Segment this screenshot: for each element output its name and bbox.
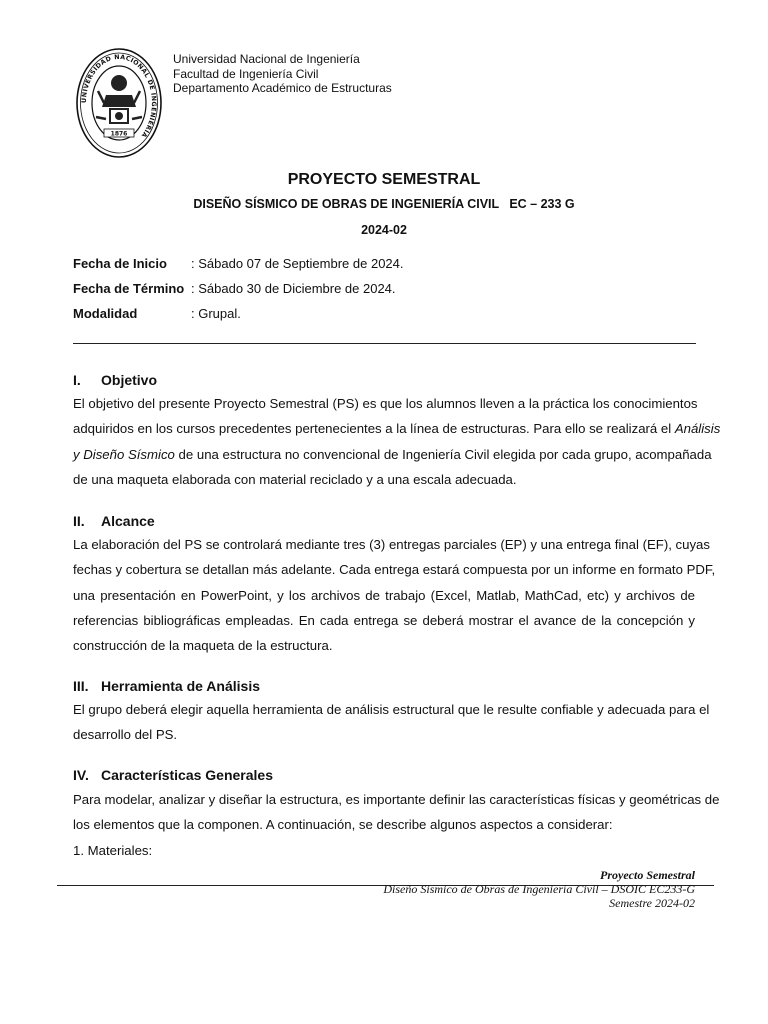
section-title: Objetivo [101, 372, 158, 388]
institution-faculty: Facultad de Ingeniería Civil [173, 66, 319, 81]
header-divider [73, 343, 696, 344]
institution-header [173, 52, 392, 96]
meta-label: Fecha de Inicio [73, 256, 167, 271]
meta-label: Modalidad [73, 306, 138, 321]
section-number: III. [73, 678, 89, 694]
section-body-objetivo [73, 391, 721, 492]
section-body-alcance [73, 532, 716, 658]
institution-department: Departamento Académico de Estructuras [173, 81, 392, 95]
meta-value: : Grupal. [191, 306, 241, 321]
section-body-caracteristicas [73, 787, 720, 863]
paragraph-line: construcción de la maqueta de la estructura. [73, 638, 333, 654]
section-title: Alcance [101, 513, 155, 529]
emphasis-text: Análisis [674, 421, 721, 437]
footer-semester: Semestre 2024-02 [609, 896, 695, 910]
paragraph-line: El grupo deberá elegir aquella herramienta de análisis estructural que le resulte confiable y adecuada para el [73, 702, 710, 717]
seal-ring-text: UNIVERSIDAD NACIONAL DE INGENIERÍA [80, 53, 158, 139]
section-number: II. [73, 513, 85, 529]
footer-course: Diseño Sismico de Obras de Ingeniería Civil – DSOIC EC233-G [383, 882, 695, 896]
footer-project: Proyecto Semestral [600, 868, 695, 882]
paragraph-line: desarrollo del PS. [73, 727, 178, 743]
paragraph-line: 1. Materiales: [73, 842, 153, 858]
paragraph-line: de una maqueta elaborada con material reciclado y a una escala adecuada. [73, 471, 517, 487]
paragraph-line: fechas y cobertura se detallan más adelante. Cada entrega estará compuesta por un informe en formato PDF, [73, 562, 716, 578]
paragraph-line: El objetivo del presente Proyecto Semestral (PS) es que los alumnos lleven a la práctica los conocimientos [73, 396, 698, 411]
section-title: Características Generales [101, 767, 273, 783]
section-number: I. [73, 372, 81, 388]
paragraph-line: una presentación en PowerPoint, y los archivos de trabajo (Excel, Matlab, MathCad, etc) y archivos de [73, 587, 695, 603]
paragraph-line: adquiridos en los cursos precedentes pertenecientes a la línea de estructuras. Para ello se realizará el Análisis [73, 421, 721, 437]
paragraph-line: referencias bibliográficas empleadas. En cada entrega se deberá mostrar el avance de la concepción y [73, 612, 695, 628]
institution-university: Universidad Nacional de Ingeniería [173, 52, 360, 66]
section-body-herramienta [73, 697, 710, 748]
emphasis-text: y Diseño Sísmico [73, 446, 175, 462]
meta-label: Fecha de Término [73, 281, 185, 296]
paragraph-line: La elaboración del PS se controlará mediante tres (3) entregas parciales (EP) y una entrega final (EF), cuyas [73, 537, 710, 552]
term-title: 2024-02 [361, 223, 407, 237]
section-number: IV. [73, 767, 89, 783]
paragraph-line: los elementos que la componen. A continuación, se describe algunos aspectos a considerar: [73, 817, 613, 833]
meta-value: : Sábado 07 de Septiembre de 2024. [191, 256, 404, 271]
page-footer [383, 868, 695, 910]
section-title: Herramienta de Análisis [101, 678, 260, 694]
seal-year: 1876 [110, 130, 128, 138]
paragraph-line: Para modelar, analizar y diseñar la estructura, es importante definir las características físicas y geométricas de [73, 792, 720, 807]
meta-value: : Sábado 30 de Diciembre de 2024. [191, 281, 396, 296]
paragraph-line: y Diseño Sísmico de una estructura no convencional de Ingeniería Civil elegida por cada grupo, acompañada [73, 446, 712, 462]
university-seal-icon [76, 47, 162, 159]
document-title: PROYECTO SEMESTRAL [287, 171, 481, 188]
course-title: DISEÑO SÍSMICO DE OBRAS DE INGENIERÍA CIVIL EC – 233 G [193, 197, 575, 211]
